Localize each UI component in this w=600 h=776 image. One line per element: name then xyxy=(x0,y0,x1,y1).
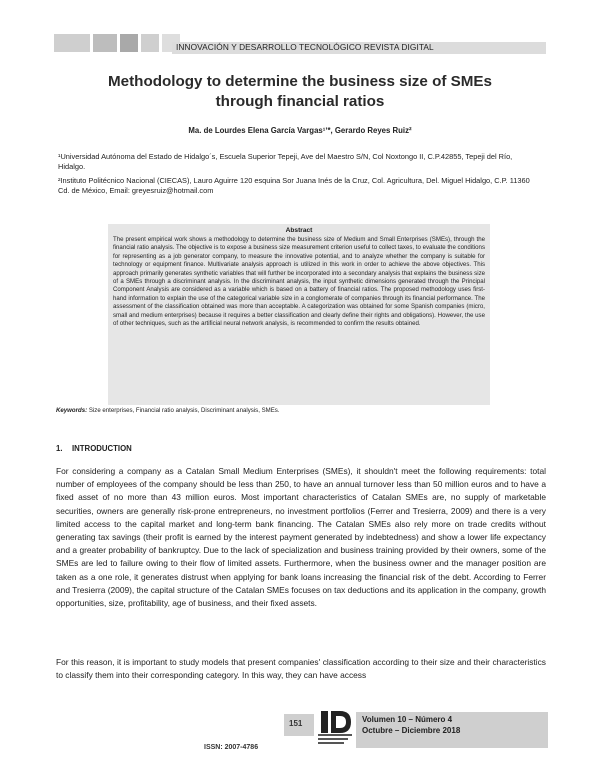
paragraph-1: For considering a company as a Catalan Small Medium Enterprises (SMEs), it shouldn't meet the following requirements: total number of employees of the company should be less than 250, to have an annual turnover less than 50 million euros and to have a fixed asset of no more than 43 million euros. Most important characteristics of Catalan SMEs are, no supply of marketable securities, owners are generally risk-prone entrepreneurs, no investment portfolios (Ferrer and Tresierra, 2009) and there is a very limited access to the capital market and long-term bank financing. The Catalan SMEs also rely more on trade credits without generating tax savings (their profit is earned by the interest payment generated by indebtedness) and show a lower life expectancy and a greater probability of bankruptcy. Due to the lack of specialization and business training provided by their owners, some of the SMEs are led to failure owing to their flow of limited assets. Furthermore, when the business owner and the manager position are taken as a one role, it generates distrust when applying for bank loans increasing the financial risk of the debt. According to Ferrer and Tresierra (2009), the capital structure of the Catalan SMEs focuses on tax deductions and its application in the company, growth opportunities, size, profitability, age of business, and their fixed assets. xyxy=(56,466,546,609)
logo-line xyxy=(318,742,344,744)
affiliation-2: ²Instituto Politécnico Nacional (CIECAS), Lauro Aguirre 120 esquina Sor Juana Inés de la Cruz, Col. Agricultura, Del. Miguel Hidalgo, C.P. 11360 Cd. de México, Email: greyesruiz@hotmail.com xyxy=(58,176,530,196)
volume: Volumen 10 – Número 4 xyxy=(362,715,453,724)
issn: ISSN: 2007-4786 xyxy=(204,744,259,751)
header-color-blocks xyxy=(54,34,180,52)
title-line: Methodology to determine the business size of SMEs xyxy=(108,73,492,90)
title-line: through financial ratios xyxy=(215,93,385,110)
logo-caption-lines xyxy=(318,734,356,746)
journal-logo-icon xyxy=(316,706,356,754)
logo-line xyxy=(318,738,348,740)
volume-info xyxy=(362,714,460,736)
section-heading xyxy=(56,444,132,453)
paper-title xyxy=(50,72,550,112)
abstract-box xyxy=(108,224,490,405)
keywords-label: Keywords: xyxy=(56,407,88,414)
keywords xyxy=(56,407,546,414)
abstract-heading: Abstract xyxy=(285,227,313,234)
period: Octubre – Diciembre 2018 xyxy=(362,726,461,735)
paragraph-2: For this reason, it is important to study models that present companies' classification according to their size and their characteristics to classify them into their corresponding category. In this way, they can have access xyxy=(56,657,546,681)
journal-name: INNOVACIÓN Y DESARROLLO TECNOLÓGICO REVISTA DIGITAL xyxy=(176,42,434,52)
logo-line xyxy=(318,734,352,736)
header-block xyxy=(54,34,90,52)
keywords-text: Size enterprises, Financial ratio analysis, Discriminant analysis, SMEs. xyxy=(88,407,280,414)
section-title: INTRODUCTION xyxy=(72,444,132,453)
header-block xyxy=(93,34,117,52)
header-block xyxy=(141,34,159,52)
header-block xyxy=(120,34,138,52)
abstract-text: The present empirical work shows a methodology to determine the business size of Medium and Small Enterprises (SMEs), through the financial ratio analysis. The objective is to expose a business size measurement criterion useful to collect taxes, to evaluate the conditions for representing as a job generator company, to measure the innovative potential, and to analyze whether the company is suitable for technology or equipment finance. Multivariate analysis approach is utilized in this work in order to achieve the above objectives. This approach primarily generates synthetic variables that will further be incorporated into a secondary analysis that explains the business size of a SMEs through a discriminant analysis. In the discriminant analysis, the input synthetic dimensions generated through the Principal Component Analysis are considered as a variable which is based on a battery of financial ratios. The proposed methodology uses first-hand information to explain the use of the categorical variable size in a conglomerate of companies through its financial performance. The assessment of the classification obtained was more than acceptable. A categorization was obtained for some Spanish companies (micro, small and medium enterprises) because it requires a better classification and clearly define their rights and obligations). However, the use of other techniques, such as the artificial neural network analysis, is recommended to confirm the results obtained. xyxy=(113,236,485,328)
affiliation-1: ¹Universidad Autónoma del Estado de Hidalgo´s, Escuela Superior Tepeji, Ave del Maestro S/N, Col Noxtongo II, C.P.42855, Tepeji del Río, Hidalgo. xyxy=(58,152,513,172)
section-number: 1. xyxy=(56,444,63,453)
authors: Ma. de Lourdes Elena García Vargas¹ʼ*, Gerardo Reyes Ruiz² xyxy=(188,126,412,135)
page-number: 151 xyxy=(289,719,303,728)
